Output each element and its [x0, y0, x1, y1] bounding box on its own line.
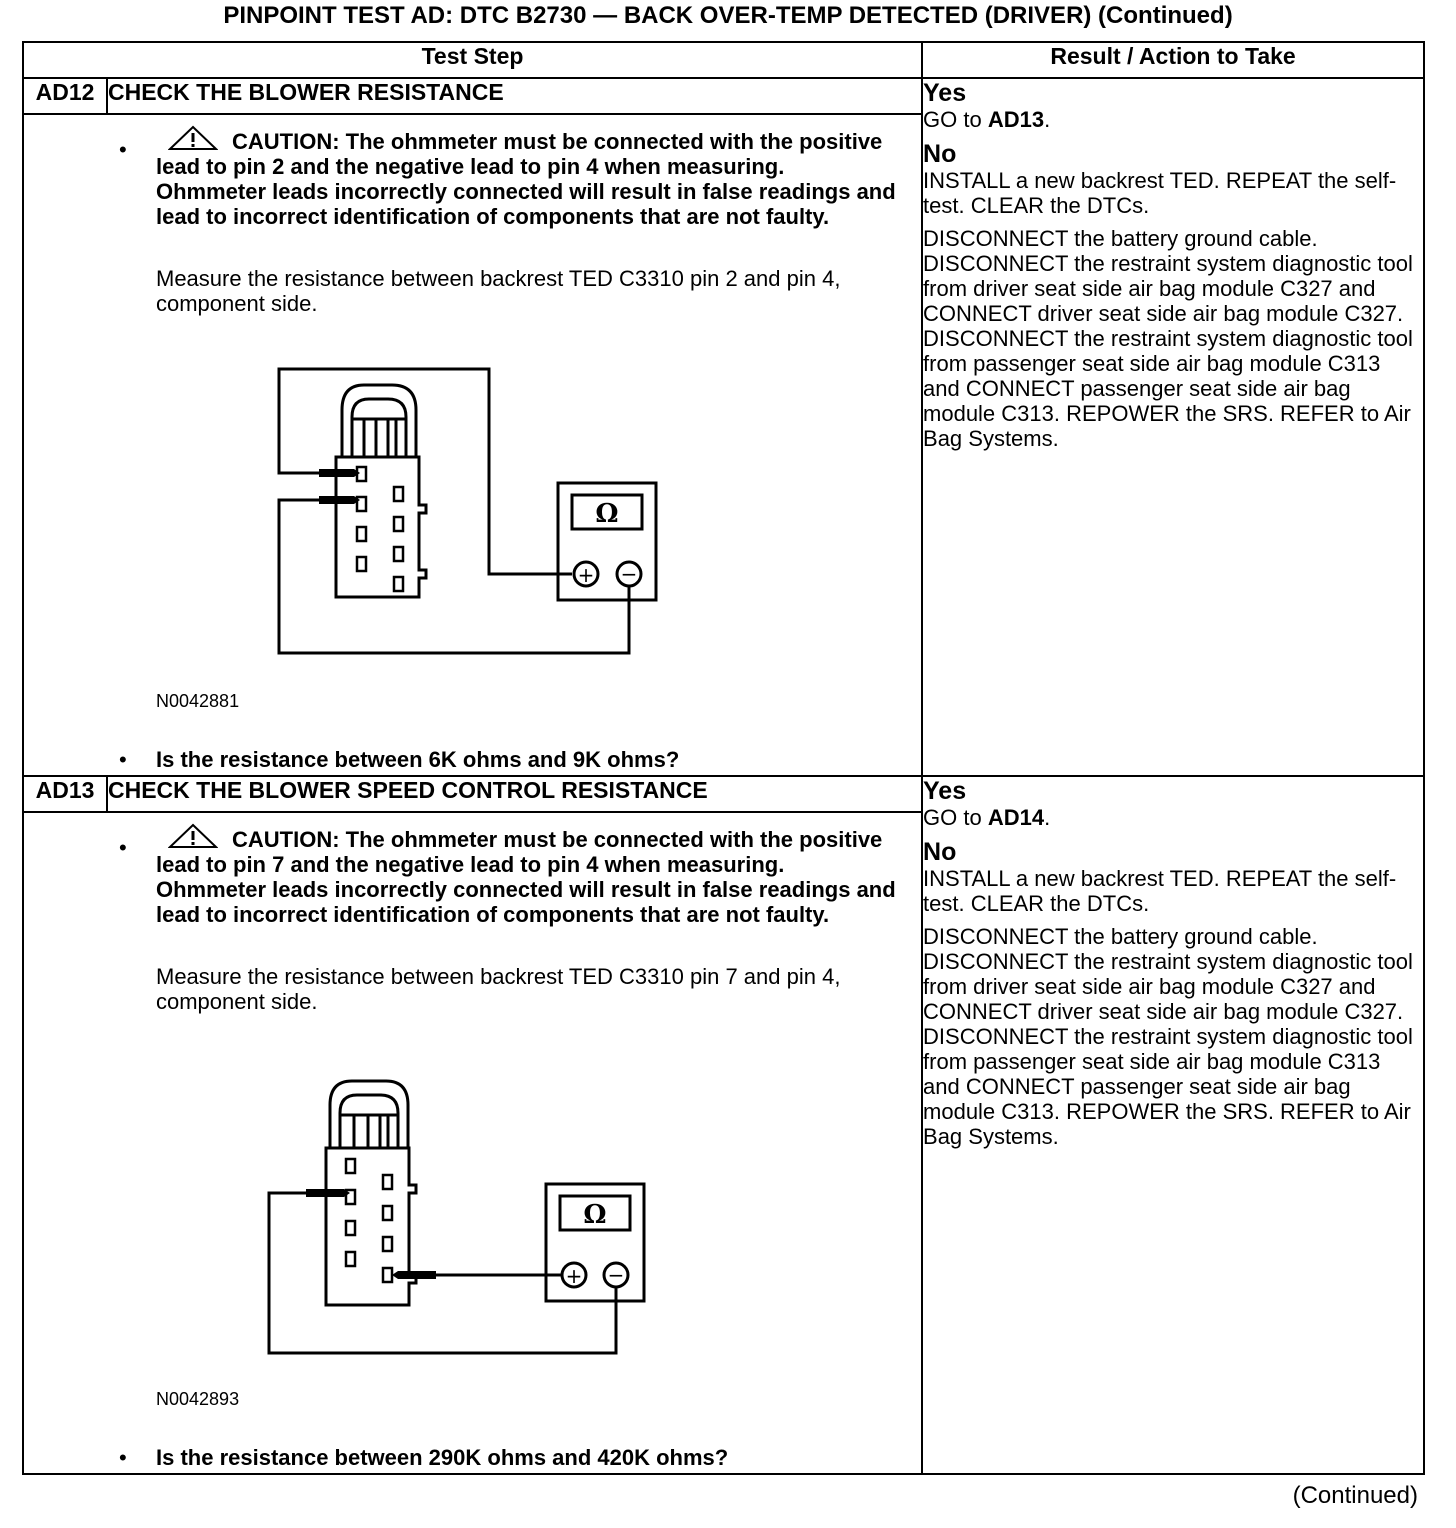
yes-target-link[interactable]: AD13	[987, 107, 1045, 132]
step-body-ad13	[23, 812, 922, 1474]
pin-4	[357, 557, 366, 571]
continued-footer: (Continued)	[1292, 1482, 1418, 1509]
measure-instruction: Measure the resistance between backrest TED C3310 pin 2 and pin 4, component side.	[156, 266, 841, 316]
bullet: •	[119, 747, 127, 772]
ohm-symbol: Ω	[595, 499, 619, 529]
result-cell-ad13	[922, 776, 1424, 1474]
pin-1	[346, 1159, 355, 1173]
pinpoint-test-table	[22, 41, 1425, 1475]
step-row-ad13	[23, 776, 1424, 812]
no-action-detail: DISCONNECT the battery ground cable. DISCONNECT the restraint system diagnostic tool from driver seat side air bag module C327 and CONNECT driver seat side air bag module C327. DISCONNECT the restraint system diagnostic tool from passenger seat side air bag module C313 and CONNECT passenger seat side air bag module C313. REPOWER the SRS. REFER to Air Bag Systems.	[923, 226, 1413, 451]
pin-4	[346, 1252, 355, 1266]
step-body-ad12	[23, 114, 922, 776]
result-cell-ad12	[922, 78, 1424, 776]
pin-7	[394, 547, 403, 561]
yes-action: GO to AD14.	[923, 805, 1051, 830]
yes-target-link[interactable]: AD14	[987, 805, 1045, 830]
header-test-step: Test Step	[23, 42, 922, 78]
caution-text: CAUTION: The ohmmeter must be connected with the positive lead to pin 7 and the negative lead to pin 4 when measuring. Ohmmeter leads incorrectly connected will result in false readings and lead to incorrect identification of components that are not faulty.	[156, 823, 896, 927]
question-text: Is the resistance between 6K ohms and 9K ohms?	[156, 747, 680, 772]
no-action-detail: DISCONNECT the battery ground cable. DISCONNECT the restraint system diagnostic tool from driver seat side air bag module C327 and CONNECT driver seat side air bag module C327. DISCONNECT the restraint system diagnostic tool from passenger seat side air bag module C313 and CONNECT passenger seat side air bag module C313. REPOWER the SRS. REFER to Air Bag Systems.	[923, 924, 1413, 1149]
wire-negative	[269, 1193, 616, 1353]
no-action: INSTALL a new backrest TED. REPEAT the self-test. CLEAR the DTCs.	[923, 168, 1397, 218]
pin-5	[394, 487, 403, 501]
bullet: •	[119, 835, 127, 860]
connector-body	[326, 1148, 416, 1305]
yes-label: Yes	[923, 79, 967, 107]
step-row-ad12	[23, 78, 1424, 114]
measure-instruction: Measure the resistance between backrest TED C3310 pin 7 and pin 4, component side.	[156, 964, 841, 1014]
pin-6	[394, 517, 403, 531]
ohm-symbol: Ω	[583, 1200, 607, 1230]
figure-id: N0042881	[156, 691, 240, 711]
caution-text: CAUTION: The ohmmeter must be connected with the positive lead to pin 2 and the negative lead to pin 4 when measuring. Ohmmeter leads incorrectly connected will result in false readings and lead to incorrect identification of components that are not faulty.	[156, 125, 896, 229]
minus-symbol: −	[620, 562, 638, 586]
plus-symbol: +	[565, 1264, 583, 1288]
wiring-diagram-ad12	[24, 355, 922, 675]
step-title: CHECK THE BLOWER RESISTANCE	[107, 78, 922, 114]
pin-6	[383, 1206, 392, 1220]
probe-negative	[319, 496, 360, 504]
pin-8	[394, 577, 403, 591]
figure-id: N0042893	[156, 1389, 240, 1409]
probe-positive	[392, 1271, 436, 1279]
step-title: CHECK THE BLOWER SPEED CONTROL RESISTANCE	[107, 776, 922, 812]
no-action: INSTALL a new backrest TED. REPEAT the self-test. CLEAR the DTCs.	[923, 866, 1397, 916]
warning-triangle-icon	[168, 823, 218, 849]
step-id: AD12	[23, 78, 107, 114]
pin-3	[357, 527, 366, 541]
connector-body	[336, 457, 426, 597]
plus-symbol: +	[577, 563, 595, 587]
yes-label: Yes	[923, 777, 967, 805]
warning-triangle-icon	[168, 125, 218, 151]
probe-positive	[319, 469, 360, 477]
bullet: •	[119, 137, 127, 162]
probe-negative	[306, 1189, 350, 1197]
header-row	[23, 42, 1424, 78]
step-id: AD13	[23, 776, 107, 812]
question-text: Is the resistance between 290K ohms and 420K ohms?	[156, 1445, 729, 1470]
header-result: Result / Action to Take	[922, 42, 1424, 78]
bullet: •	[119, 1445, 127, 1470]
wire-negative	[279, 500, 629, 653]
page-title: PINPOINT TEST AD: DTC B2730 — BACK OVER-TEMP DETECTED (DRIVER) (Continued)	[223, 2, 1233, 29]
wiring-diagram-ad13	[24, 1063, 922, 1383]
pin-8	[383, 1268, 392, 1282]
pin-3	[346, 1221, 355, 1235]
yes-action: GO to AD13.	[923, 107, 1051, 132]
pin-7	[383, 1237, 392, 1251]
no-label: No	[923, 838, 957, 866]
minus-symbol: −	[607, 1263, 625, 1287]
no-label: No	[923, 140, 957, 168]
pin-5	[383, 1175, 392, 1189]
